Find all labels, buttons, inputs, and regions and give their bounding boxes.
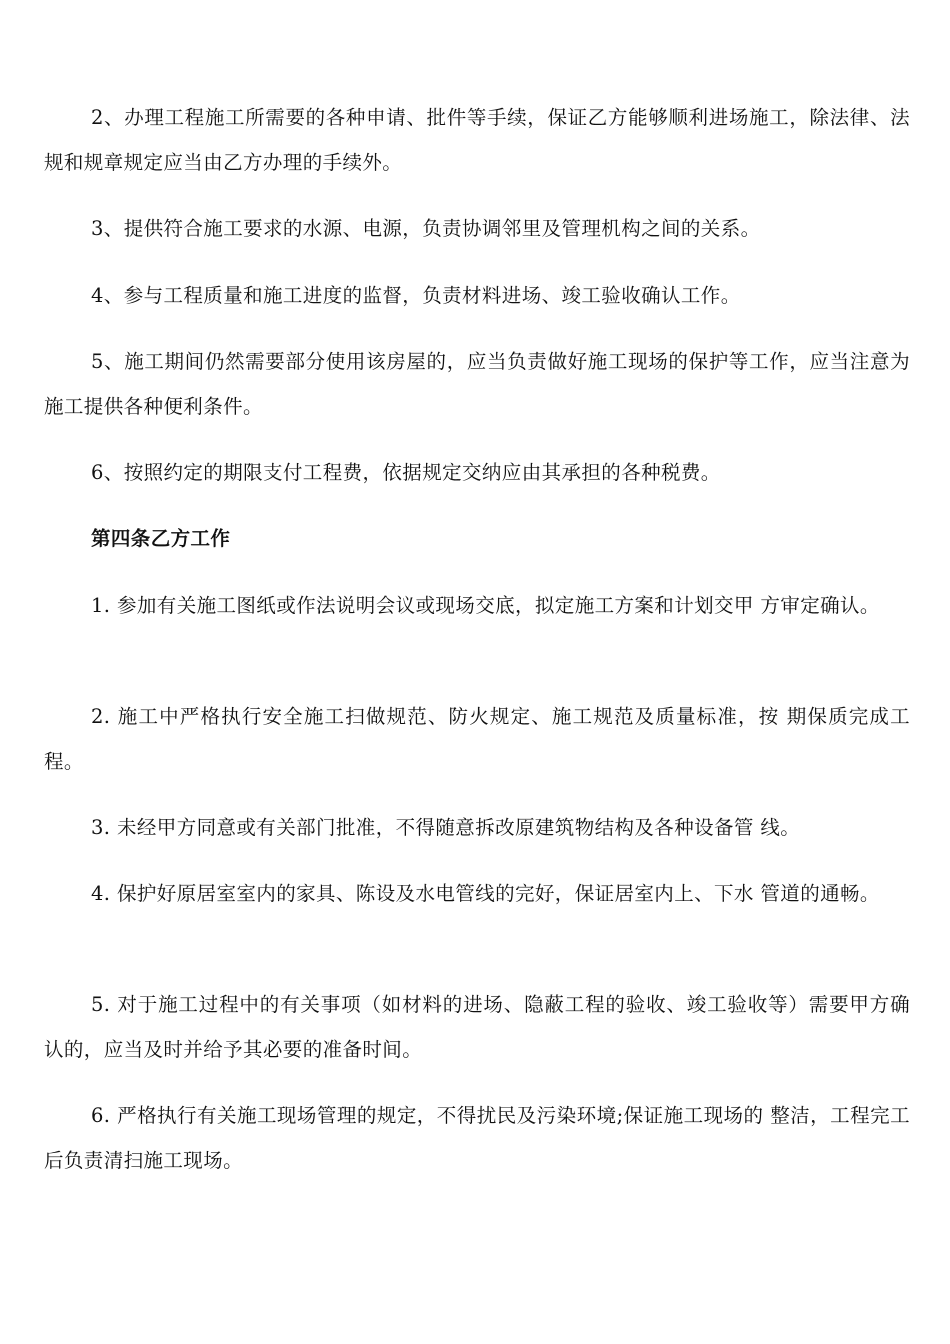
paragraph-party-b-item-1: 1. 参加有关施工图纸或作法说明会议或现场交底，拟定施工方案和计划交甲 方审定确认。 bbox=[91, 594, 880, 617]
paragraph-party-a-item-3: 3、提供符合施工要求的水源、电源，负责协调邻里及管理机构之间的关系。 bbox=[91, 217, 761, 240]
paragraph-party-b-item-2: 2. 施工中严格执行安全施工扫做规范、防火规定、施工规范及质量标准，按 期保质完成工程。 bbox=[44, 705, 910, 773]
paragraph-party-a-item-6: 6、按照约定的期限支付工程费，依据规定交纳应由其承担的各种税费。 bbox=[91, 461, 721, 484]
paragraph-party-a-item-2: 2、办理工程施工所需要的各种申请、批件等手续，保证乙方能够顺利进场施工，除法律、法规和规章规定应当由乙方办理的手续外。 bbox=[44, 106, 910, 174]
section-heading-article-4: 第四条乙方工作 bbox=[91, 527, 231, 550]
paragraph-party-b-item-3: 3. 未经甲方同意或有关部门批准，不得随意拆改原建筑物结构及各种设备管 线。 bbox=[91, 816, 801, 839]
paragraph-party-a-item-4: 4、参与工程质量和施工进度的监督，负责材料进场、竣工验收确认工作。 bbox=[91, 284, 741, 307]
paragraph-party-b-item-4: 4. 保护好原居室室内的家具、陈设及水电管线的完好，保证居室内上、下水 管道的通畅。 bbox=[91, 882, 880, 905]
paragraph-party-a-item-5: 5、施工期间仍然需要部分使用该房屋的，应当负责做好施工现场的保护等工作，应当注意为施工提供各种便利条件。 bbox=[44, 350, 910, 418]
paragraph-party-b-item-5: 5. 对于施工过程中的有关事项（如材料的进场、隐蔽工程的验收、竣工验收等）需要甲方确认的，应当及时并给予其必要的准备时间。 bbox=[44, 993, 910, 1061]
paragraph-party-b-item-6: 6. 严格执行有关施工现场管理的规定，不得扰民及污染环境;保证施工现场的 整洁，工程完工后负责清扫施工现场。 bbox=[44, 1104, 910, 1172]
